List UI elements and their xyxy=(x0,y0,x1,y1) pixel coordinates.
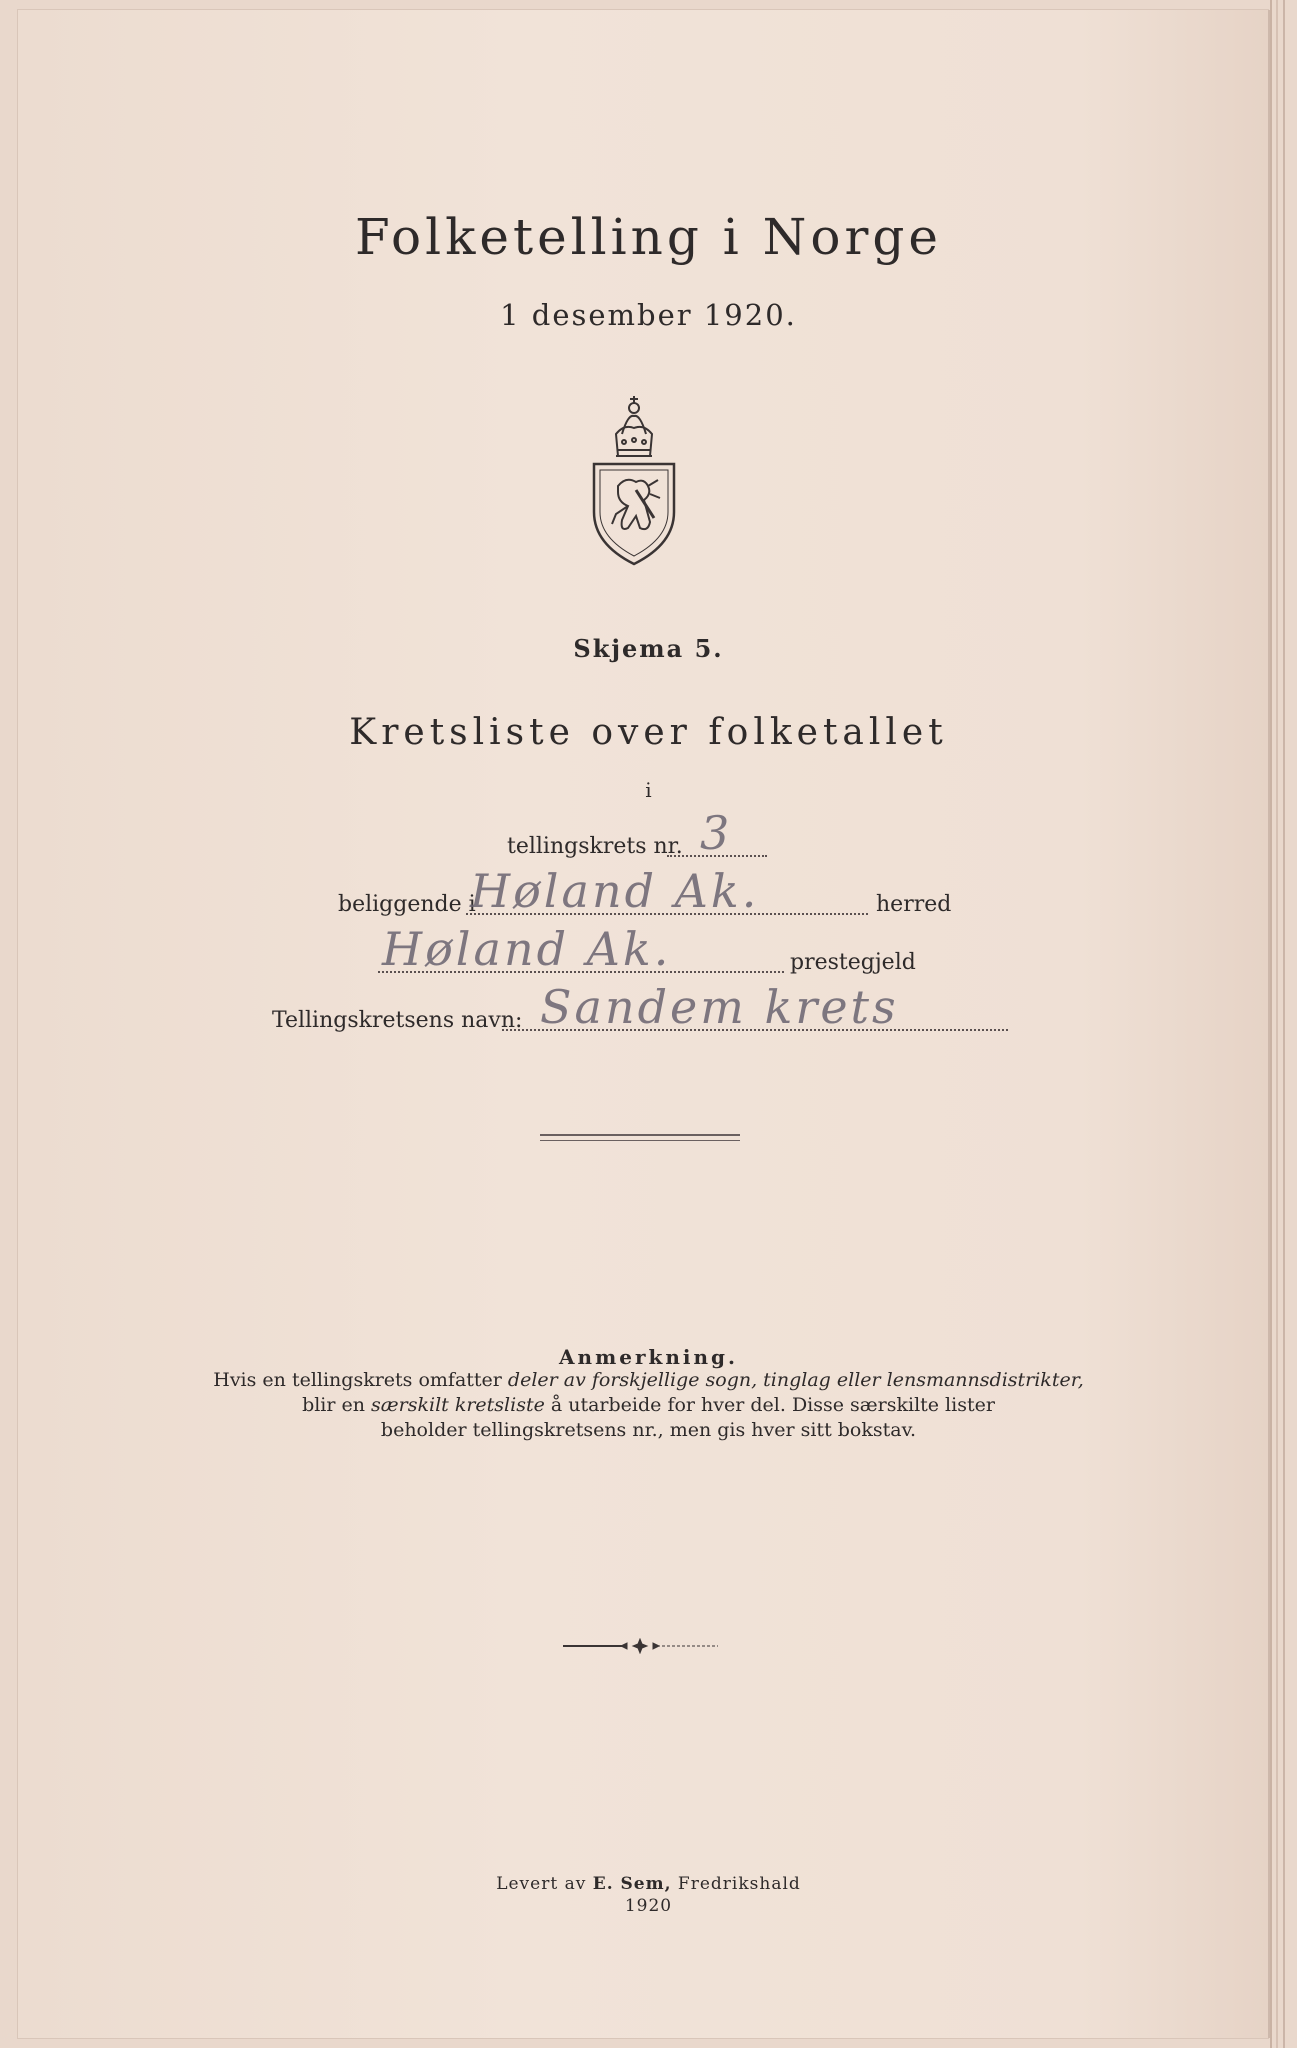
prestegjeld-label: prestegjeld xyxy=(790,950,916,975)
divider-rule xyxy=(540,1140,740,1141)
krets-label: tellingskrets nr. xyxy=(507,834,683,859)
note-text: Hvis en tellingskrets omfatter xyxy=(213,1369,508,1391)
ornament-divider-icon xyxy=(563,1638,718,1654)
prestegjeld-value: Høland Ak. xyxy=(382,922,672,976)
note-line-3: beholder tellingskretsens nr., men gis hver sitt bokstav. xyxy=(380,1419,917,1441)
schema-number: Skjema 5. xyxy=(573,634,724,663)
note-text: blir en xyxy=(302,1394,372,1416)
printer-city: Fredrikshald xyxy=(671,1874,801,1894)
norwegian-coat-of-arms-icon xyxy=(588,394,680,566)
beliggende-value: Høland Ak. xyxy=(470,864,760,918)
divider-rule xyxy=(540,1134,740,1136)
beliggende-label: beliggende i xyxy=(338,892,476,917)
page-title: Folketelling i Norge xyxy=(355,208,942,266)
herred-label: herred xyxy=(876,892,952,917)
printer-name: E. Sem, xyxy=(592,1874,672,1894)
form-subtitle: Kretsliste over folketallet xyxy=(349,712,948,753)
note-title: Anmerkning. xyxy=(559,1345,738,1369)
navn-value: Sandem krets xyxy=(540,980,899,1034)
printer-line xyxy=(0,1874,1297,1894)
connector-word: i xyxy=(645,778,652,802)
print-year: 1920 xyxy=(624,1896,673,1916)
note-line-2 xyxy=(0,1394,1297,1416)
note-emphasis: deler av forskjellige sogn, tinglag eller lensmannsdistrikter, xyxy=(507,1369,1084,1391)
krets-value: 3 xyxy=(700,806,733,860)
note-line-1 xyxy=(0,1369,1297,1391)
note-emphasis: særskilt kretsliste xyxy=(371,1394,545,1416)
printer-text: Levert av xyxy=(496,1874,593,1894)
census-date: 1 desember 1920. xyxy=(500,298,797,332)
navn-label: Tellingskretsens navn: xyxy=(272,1008,523,1033)
note-text: å utarbeide for hver del. Disse særskilte lister xyxy=(544,1394,995,1416)
